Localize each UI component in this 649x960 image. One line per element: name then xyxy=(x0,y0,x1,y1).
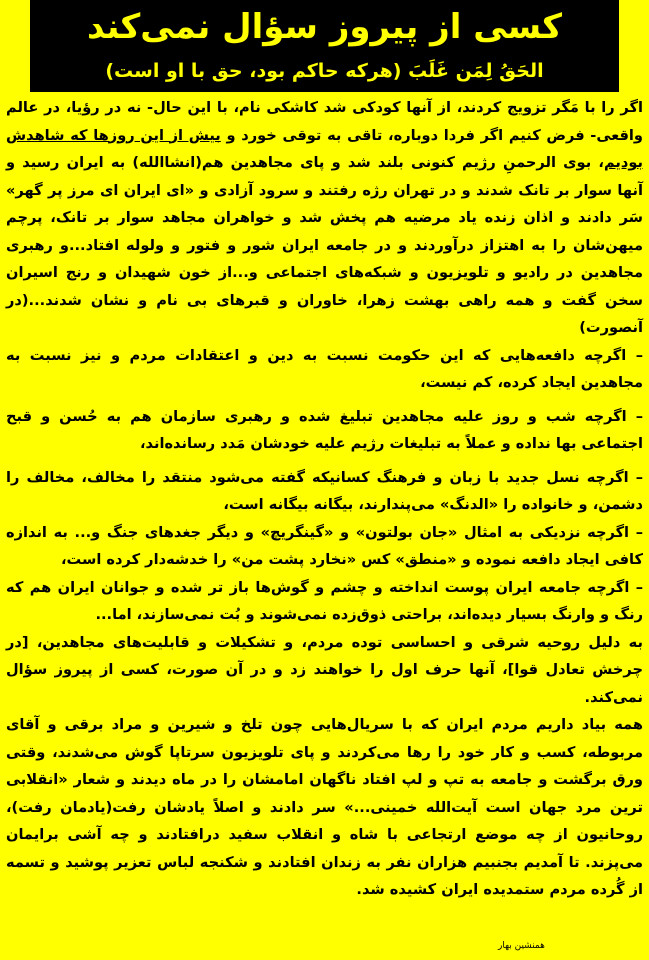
intro-underlined-text: بیش از این روزها که شاهدش بودیم xyxy=(6,126,643,171)
author-signature: همنشین بهار xyxy=(498,941,545,951)
paragraph-history: همه بیاد داریم مردم ایران که با سریال‌هایی چون تلخ و شیرین و مراد برقی و آقای مربوطه، کسب و کار خود را رها می‌کردند و پای تلویزیون سرتاپا گوش می‌شدند، وقتی ورق برگشت و جامعه به تپ و لپ افتاد ناگهان امامشان را در ماه دیدند و شعار «انقلابی ترین مرد جهان است آیت‌الله خمینی...» سر دادند و اصلاً یادشان رفت(یادمان رفت)، روحانیون از چه موضع ارتجاعی با شاه و انقلاب سفید درافتادند و چه آشی برایمان می‌پزند. تا آمدیم بجنبیم هزاران نفر به زندان افتادند و شکنجه لباس تعزیر پوشید و تسمه از گُرده مردم ستمدیده ایران کشیده شد. xyxy=(6,716,643,898)
paragraph-point-2: – اگرچه شب و روز علیه مجاهدین تبلیغ شده و رهبری سازمان هم به حُسن و قبح اجتماعی بها نداده و عملاً به تبلیغات رژیم علیه خودشان مَدد رسانده‌اند، xyxy=(6,407,643,452)
paragraph-point-3: – اگرچه نسل جدید با زبان و فرهنگ کسانیکه گفته می‌شود منتقد را مخالف، مخالف را دشمن، و خانواده را «الدنگ» می‌پندارند، بیگانه بیگانه است، xyxy=(6,468,643,513)
paragraph-point-1: – اگرچه دافعه‌هایی که این حکومت نسبت به دین و اعتقادات مردم و نیز نسبت به مجاهدین ایجاد کرده، کم نیست، xyxy=(6,346,643,391)
paragraph-point-4: – اگرچه نزدیکی به امثال «جان بولتون» و «گینگریچ» و دیگر جغدهای جنگ و... به اندازه کافی ایجاد دافعه نموده و «منطق» کس «نخارد پشت من» را خدشه‌دار کرده است، xyxy=(6,523,643,568)
title-banner xyxy=(30,0,619,92)
page-subtitle: الحَقُ لِمَن غَلَبَ (هرکه حاکم بود، حق با او است) xyxy=(105,60,544,82)
paragraph-intro xyxy=(6,94,643,342)
article-body xyxy=(6,94,643,904)
paragraph-point-5: – اگرچه جامعه ایران پوست انداخته و چشم و گوش‌ها باز تر شده و جوانان ایران هم که رنگ و وارنگ بسیار دیده‌اند، براحتی ذوق‌زده نمی‌شوند و بُت نمی‌سازند، اما... xyxy=(6,578,643,623)
page-title: کسی از پیروز سؤال نمی‌کند xyxy=(86,7,562,47)
intro-text-end: ، بوی الرحمنِ رژیم کنونی بلند شد و پای مجاهدین هم(انشاالله) به ایران رسید و آنها سوار بر تانک شدند و در تهران رژه رفتند و سرود آزادی و «ای ایران ای مرز پر گهر» سَر دادند و اذان زنده یاد مرضیه هم پخش شد و خواهران مجاهد سوار بر تانک، پرچم میهن‌شان را به اهتزاز درآوردند و در جامعه ایران شور و فتور و ولوله افتاد...و رهبری مجاهدین در رادیو و تلویزیون و شبکه‌های اجتماعی و...از خون شهیدان و رنج اسیران سخن گفت و همه راهی بهشت زهرا، خاوران و قبرهای بی نام و نشان شدند...(در آنصورت) xyxy=(6,154,643,336)
paragraph-conclusion: به دلیل روحیه شرقی و احساسی توده مردم، و تشکیلات و قابلیت‌های مجاهدین، [در چرخش تعادل قوا]، آنها حرف اول را خواهند زد و در آن صورت، کسی از پیروز سؤال نمی‌کند. xyxy=(6,633,643,706)
intro-text-start: اگر را با مَگر تزویج کردند، از آنها کودکی شد کاشکی نام، با این حال- نه در رؤیا، در عالم واقعی- فرض کنیم اگر فردا دوباره، تاقی به توقی خورد و xyxy=(6,99,643,144)
